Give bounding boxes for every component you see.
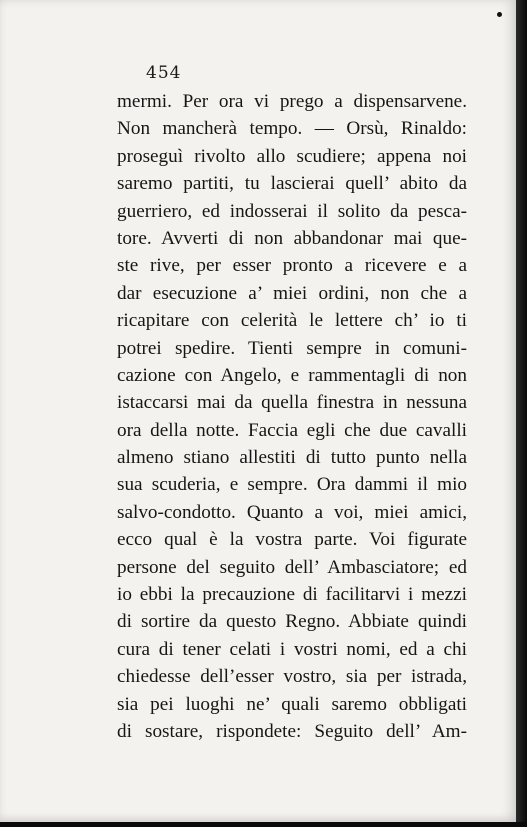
text-line: sia pei luoghi ne’ quali saremo obbligati bbox=[117, 693, 467, 715]
text-line: proseguì rivolto allo scudiere; appena noi bbox=[117, 145, 467, 167]
text-line: istaccarsi mai da quella finestra in nessuna bbox=[117, 392, 467, 414]
text-line: potrei spedire. Tienti sempre in comuni- bbox=[117, 337, 467, 359]
text-line: saremo partiti, tu lascierai quell’ abito da bbox=[117, 173, 467, 195]
body-text bbox=[117, 88, 467, 745]
text-line: persone del seguito dell’ Ambasciatore; ed bbox=[117, 556, 467, 578]
text-line: tore. Avverti di non abbandonar mai que- bbox=[117, 227, 467, 249]
page-bottom-shadow bbox=[0, 822, 527, 827]
text-line: mermi. Per ora vi prego a dispensarvene. bbox=[117, 91, 467, 112]
text-line: di sortire da questo Regno. Abbiate quindi bbox=[117, 611, 467, 633]
text-line: guerriero, ed indosserai il solito da pesca- bbox=[117, 200, 467, 222]
text-line: chiedesse dell’esser vostro, sia per istrada, bbox=[117, 666, 467, 688]
text-line: ecco qual è la vostra parte. Voi figurate bbox=[117, 529, 467, 551]
text-line: ricapitare con celerità le lettere ch’ io ti bbox=[117, 310, 467, 332]
page-number: 454 bbox=[146, 63, 182, 83]
text-line: di sostare, rispondete: Seguito dell’ Am- bbox=[117, 720, 467, 742]
text-line: io ebbi la precauzione di facilitarvi i mezzi bbox=[117, 584, 467, 606]
text-line: dar esecuzione a’ miei ordini, non che a bbox=[117, 282, 467, 304]
ink-speck bbox=[497, 12, 502, 17]
text-line: ora della notte. Faccia egli che due cavalli bbox=[117, 419, 467, 441]
text-line: Non mancherà tempo. — Orsù, Rinaldo: bbox=[117, 118, 467, 140]
text-line: sua scuderia, e sempre. Ora dammi il mio bbox=[117, 474, 467, 496]
book-spine-shadow bbox=[516, 0, 527, 827]
text-line: almeno stiano allestiti di tutto punto nella bbox=[117, 447, 467, 469]
text-line: ste rive, per esser pronto a ricevere e a bbox=[117, 255, 467, 277]
text-line: cura di tener celati i vostri nomi, ed a chi bbox=[117, 638, 467, 660]
text-line: salvo-condotto. Quanto a voi, miei amici, bbox=[117, 501, 467, 523]
text-line: cazione con Angelo, e rammentagli di non bbox=[117, 364, 467, 386]
